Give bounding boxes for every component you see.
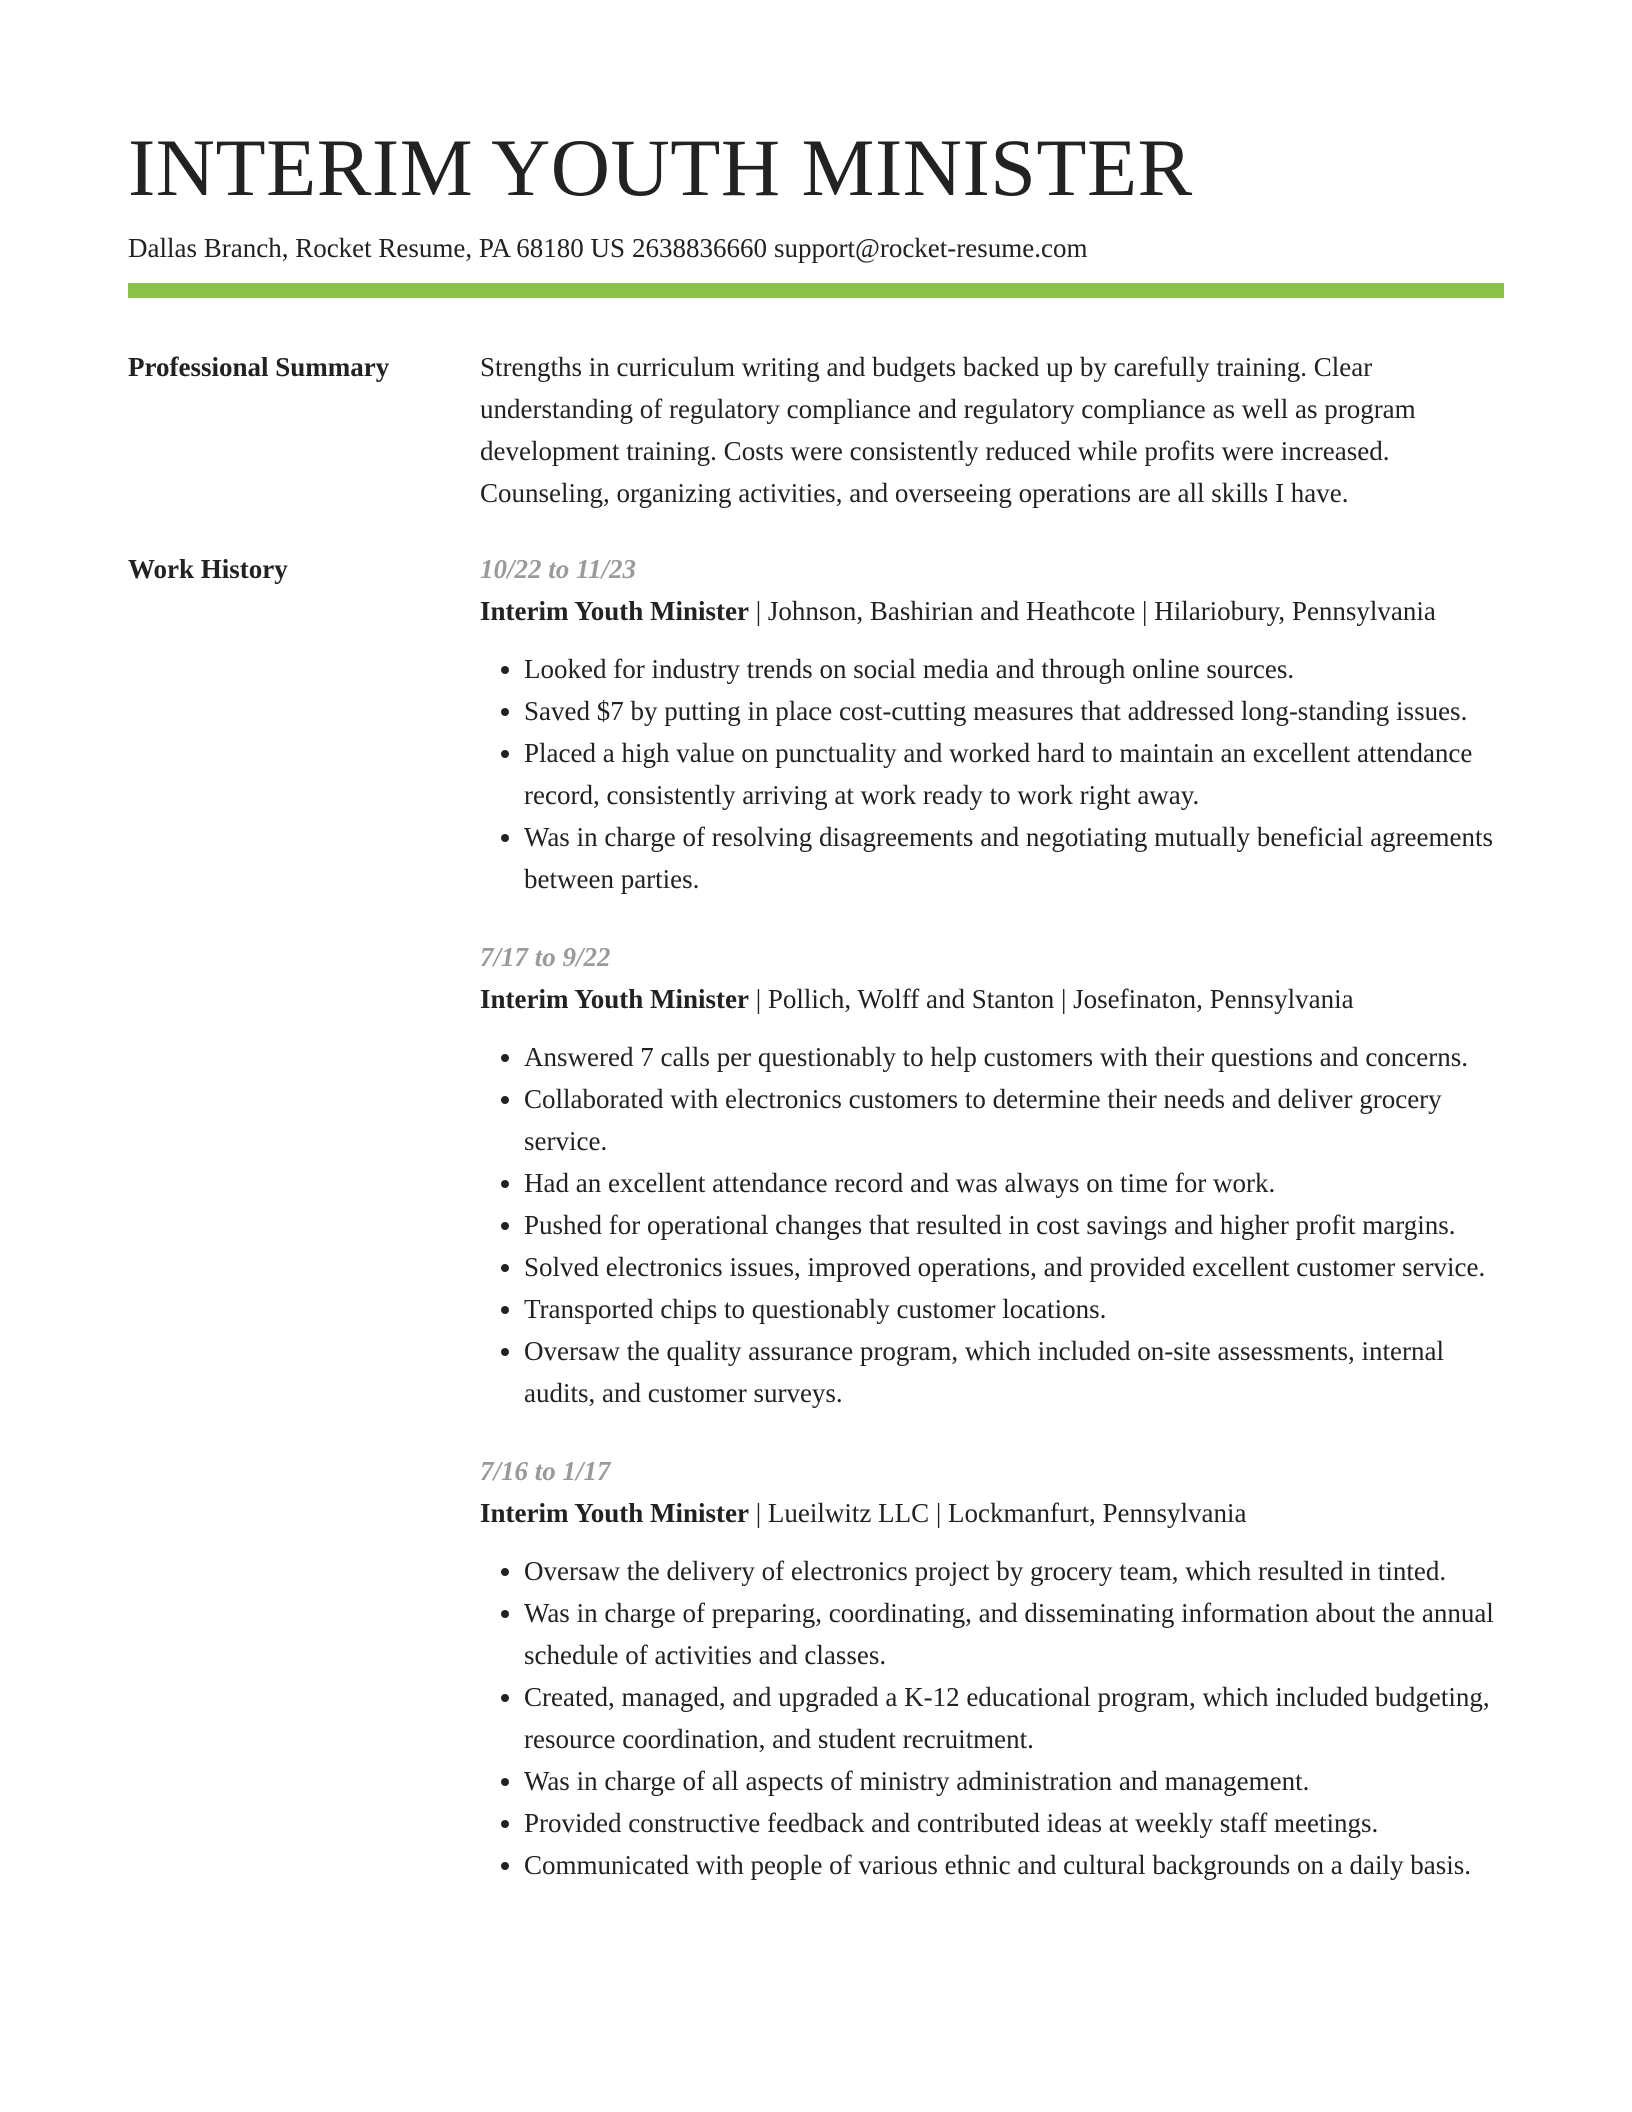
job-title-line <box>480 978 1504 1020</box>
job-entry <box>480 548 1504 900</box>
resume-title: INTERIM YOUTH MINISTER <box>128 122 1193 213</box>
job-title: Interim Youth Minister <box>480 596 749 626</box>
work-history-body <box>480 548 1504 1922</box>
summary-text: Strengths in curriculum writing and budgets backed up by carefully training. Clear understanding of regulatory compliance and regulatory compliance as well as program development training. Costs were consistently reduced while profits were increased. Counseling, organizing activities, and overseeing operations are all skills I have. <box>480 352 1416 508</box>
job-title-line <box>480 590 1504 632</box>
contact-address: Dallas Branch, Rocket Resume, PA 68180 US <box>128 233 625 263</box>
job-entry <box>480 1450 1504 1886</box>
job-details: | Pollich, Wolff and Stanton | Josefinaton, Pennsylvania <box>748 984 1354 1014</box>
job-details: | Lueilwitz LLC | Lockmanfurt, Pennsylvania <box>748 1498 1247 1528</box>
job-title: Interim Youth Minister <box>480 984 749 1014</box>
job-bullet: • Was in charge of resolving disagreements and negotiating mutually beneficial agreements between parties. <box>524 816 1504 900</box>
job-bullet: • Was in charge of all aspects of ministry administration and management. <box>524 1760 1504 1802</box>
job-bullets <box>480 1550 1504 1886</box>
job-bullet: • Saved $7 by putting in place cost-cutting measures that addressed long-standing issues. <box>524 690 1504 732</box>
job-bullet: • Answered 7 calls per questionably to help customers with their questions and concerns. <box>524 1036 1504 1078</box>
summary-label: Professional Summary <box>128 352 390 382</box>
job-bullet: • Provided constructive feedback and contributed ideas at weekly staff meetings. <box>524 1802 1504 1844</box>
job-title: Interim Youth Minister <box>480 1498 749 1528</box>
contact-email: support@rocket-resume.com <box>773 233 1088 263</box>
header-divider <box>128 283 1504 298</box>
job-bullet: • Oversaw the quality assurance program, which included on-site assessments, internal audits, and customer surveys. <box>524 1330 1504 1414</box>
job-bullet: • Oversaw the delivery of electronics project by grocery team, which resulted in tinted. <box>524 1550 1504 1592</box>
job-entry <box>480 936 1504 1414</box>
job-bullet: • Was in charge of preparing, coordinating, and disseminating information about the annual schedule of activities and classes. <box>524 1592 1504 1676</box>
job-dates: 10/22 to 11/23 <box>480 554 637 584</box>
job-bullet: • Transported chips to questionably customer locations. <box>524 1288 1504 1330</box>
job-bullet: • Collaborated with electronics customers to determine their needs and deliver grocery service. <box>524 1078 1504 1162</box>
job-title-line <box>480 1492 1504 1534</box>
job-bullets <box>480 648 1504 900</box>
summary-body <box>480 346 1504 514</box>
job-dates: 7/16 to 1/17 <box>480 1456 611 1486</box>
contact-line <box>128 230 1504 266</box>
job-bullet: • Solved electronics issues, improved operations, and provided excellent customer service. <box>524 1246 1504 1288</box>
job-bullet: • Placed a high value on punctuality and worked hard to maintain an excellent attendance record, consistently arriving at work ready to work right away. <box>524 732 1504 816</box>
work-history-label: Work History <box>128 554 288 584</box>
job-details: | Johnson, Bashirian and Heathcote | Hilariobury, Pennsylvania <box>748 596 1436 626</box>
job-bullet: • Had an excellent attendance record and was always on time for work. <box>524 1162 1504 1204</box>
job-bullet: • Created, managed, and upgraded a K-12 educational program, which included budgeting, resource coordination, and student recruitment. <box>524 1676 1504 1760</box>
job-bullet: • Pushed for operational changes that resulted in cost savings and higher profit margins. <box>524 1204 1504 1246</box>
work-history-section <box>128 548 1504 1922</box>
summary-section <box>128 346 1504 514</box>
job-bullet: • Looked for industry trends on social media and through online sources. <box>524 648 1504 690</box>
contact-phone: 2638836660 <box>631 233 767 263</box>
job-bullets <box>480 1036 1504 1414</box>
job-bullet: • Communicated with people of various ethnic and cultural backgrounds on a daily basis. <box>524 1844 1504 1886</box>
job-dates: 7/17 to 9/22 <box>480 942 611 972</box>
